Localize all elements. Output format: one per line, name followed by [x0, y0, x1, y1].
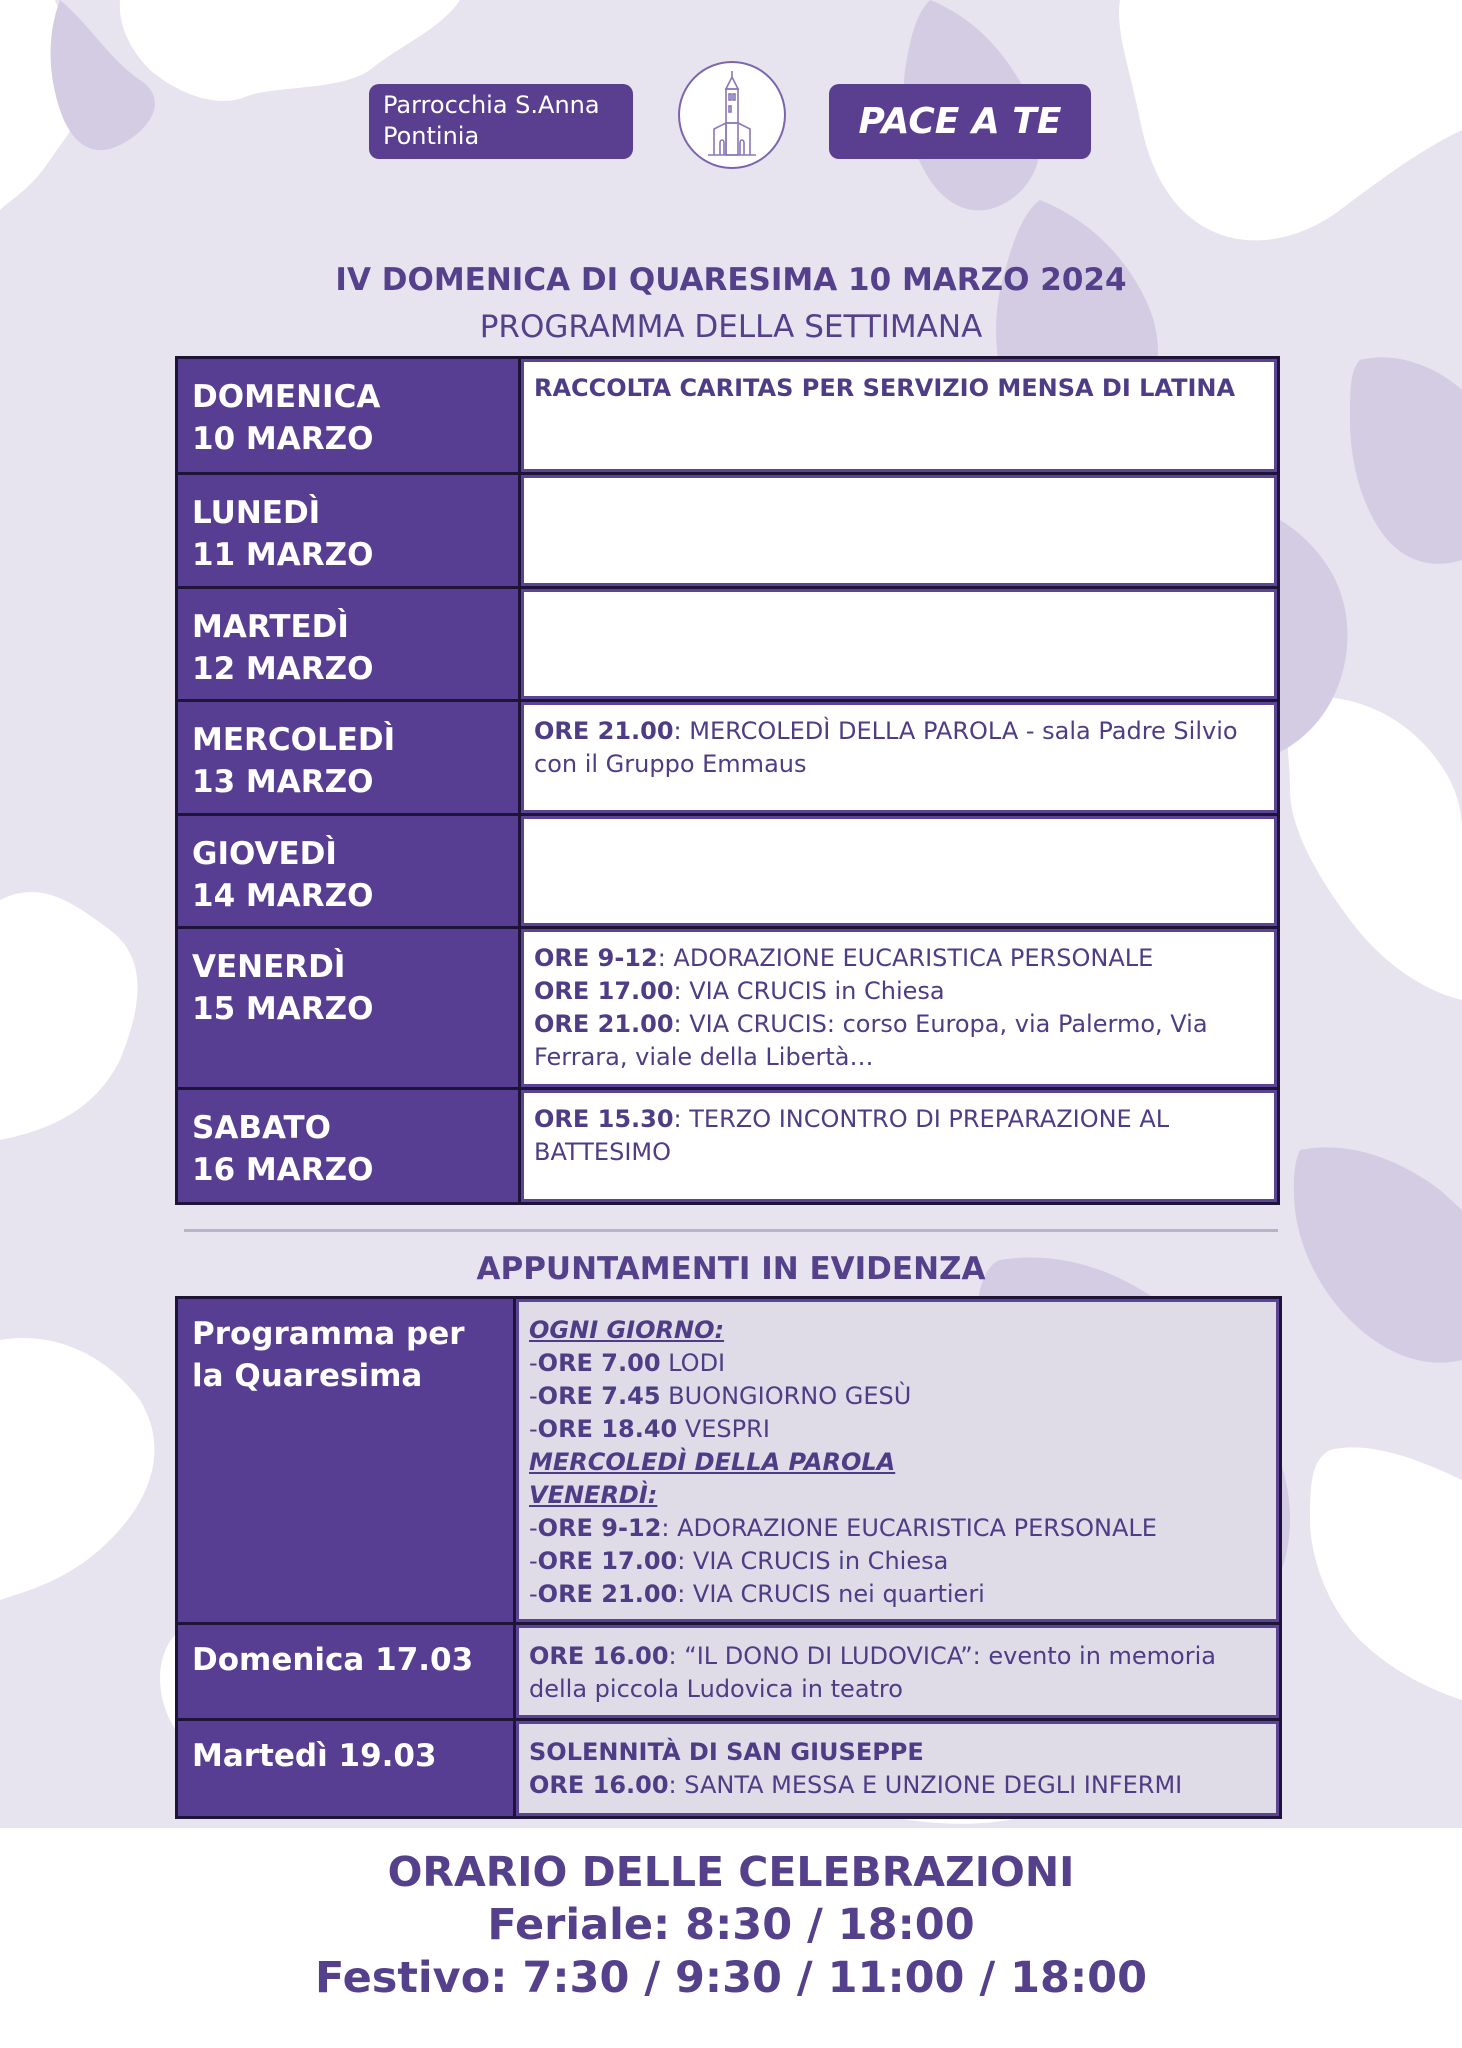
highlight-label: Martedì 19.03 — [178, 1721, 516, 1816]
page-title: IV DOMENICA DI QUARESIMA 10 MARZO 2024 — [335, 262, 1127, 298]
day-name: LUNEDÌ — [192, 495, 321, 531]
day-cell — [178, 589, 521, 699]
event-time: ORE 16.00 — [529, 1771, 669, 1799]
event-line: -ORE 9-12: ADORAZIONE EUCARISTICA PERSONALE — [529, 1514, 1157, 1542]
day-date: 13 MARZO — [192, 764, 374, 800]
parish-name-line1: Parrocchia S.Anna — [383, 91, 600, 119]
celebrations-heading: ORARIO DELLE CELEBRAZIONI — [387, 1848, 1075, 1896]
table-row — [178, 1721, 1279, 1816]
event-line: -ORE 17.00: VIA CRUCIS in Chiesa — [529, 1547, 949, 1575]
event-text: : ADORAZIONE EUCARISTICA PERSONALE — [657, 944, 1154, 972]
event-time: ORE 21.00 — [537, 1580, 678, 1608]
event-text: : MERCOLEDÌ DELLA PAROLA - sala Padre Silvio con il Gruppo Emmaus — [534, 717, 1238, 778]
day-date: 12 MARZO — [192, 651, 374, 687]
event-time: ORE 9-12 — [537, 1514, 662, 1542]
highlight-label: Domenica 17.03 — [178, 1625, 516, 1718]
event-time: ORE 7.00 — [537, 1349, 661, 1377]
event-text: : VIA CRUCIS in Chiesa — [673, 977, 945, 1005]
day-cell — [178, 1090, 521, 1202]
table-row — [178, 589, 1277, 702]
highlight-content — [516, 1625, 1279, 1718]
highlight-label: Programma per la Quaresima — [178, 1299, 516, 1622]
event-text: : VIA CRUCIS nei quartieri — [677, 1580, 985, 1608]
highlights-heading: APPUNTAMENTI IN EVIDENZA — [476, 1251, 986, 1287]
highlights-table — [175, 1296, 1282, 1819]
event-time: ORE 21.00 — [534, 1010, 674, 1038]
event-cell — [521, 702, 1277, 813]
event-text: BUONGIORNO GESÙ — [660, 1382, 912, 1410]
day-cell — [178, 929, 521, 1087]
day-name: SABATO — [192, 1110, 332, 1146]
day-name: MARTEDÌ — [192, 609, 349, 645]
day-date: 14 MARZO — [192, 878, 374, 914]
event-text: VESPRI — [677, 1415, 770, 1443]
event-line: -ORE 7.00 LODI — [529, 1349, 726, 1377]
event-text: LODI — [660, 1349, 726, 1377]
church-bell-tower-icon — [678, 61, 786, 169]
event-time: ORE 21.00 — [534, 717, 674, 745]
table-row — [178, 1299, 1279, 1625]
table-row — [178, 475, 1277, 589]
event-cell — [521, 359, 1277, 472]
day-cell — [178, 816, 521, 926]
table-row — [178, 1090, 1277, 1202]
table-row — [178, 1625, 1279, 1721]
table-row — [178, 929, 1277, 1090]
day-date: 10 MARZO — [192, 421, 374, 457]
event-text: : “IL DONO DI LUDOVICA”: evento in memoria della piccola Ludovica in teatro — [529, 1642, 1216, 1703]
day-name: DOMENICA — [192, 379, 381, 415]
event-time: ORE 15.30 — [534, 1105, 674, 1133]
event-time: ORE 16.00 — [529, 1642, 669, 1670]
event-cell — [521, 816, 1277, 926]
event-text: : SANTA MESSA E UNZIONE DEGLI INFERMI — [668, 1771, 1183, 1799]
table-row — [178, 816, 1277, 929]
event-line: -ORE 18.40 VESPRI — [529, 1415, 770, 1443]
table-row — [178, 702, 1277, 816]
event-line — [534, 975, 1262, 1008]
page-subtitle: PROGRAMMA DELLA SETTIMANA — [479, 309, 983, 345]
event-line — [534, 1103, 1262, 1169]
day-date: 11 MARZO — [192, 537, 374, 573]
section-divider — [184, 1229, 1278, 1232]
day-name: MERCOLEDÌ — [192, 722, 396, 758]
event-time: ORE 9-12 — [534, 944, 658, 972]
event-line: -ORE 21.00: VIA CRUCIS nei quartieri — [529, 1580, 985, 1608]
table-row — [178, 359, 1277, 475]
event-text: : VIA CRUCIS: corso Europa, via Palermo, Via Ferrara, viale della Libertà… — [534, 1010, 1208, 1071]
event-line — [534, 1008, 1262, 1074]
highlight-content — [516, 1721, 1279, 1816]
parish-name-line2: Pontinia — [383, 122, 480, 150]
parish-name-badge — [369, 84, 633, 159]
pace-a-te-badge: PACE A TE — [829, 84, 1091, 159]
event-time: ORE 7.45 — [537, 1382, 661, 1410]
event-cell — [521, 1090, 1277, 1202]
event-line: -ORE 7.45 BUONGIORNO GESÙ — [529, 1382, 912, 1410]
event-cell — [521, 475, 1277, 586]
event-text: : ADORAZIONE EUCARISTICA PERSONALE — [661, 1514, 1157, 1542]
event-time: ORE 18.40 — [537, 1415, 678, 1443]
event-time: ORE 17.00 — [537, 1547, 678, 1575]
day-name: GIOVEDÌ — [192, 836, 337, 872]
mercoledi-heading: MERCOLEDÌ DELLA PAROLA — [529, 1448, 896, 1476]
weekly-program-table — [175, 356, 1280, 1205]
event-line — [529, 1640, 1264, 1706]
day-date: 16 MARZO — [192, 1152, 374, 1188]
event-text: : VIA CRUCIS in Chiesa — [677, 1547, 949, 1575]
event-line — [534, 942, 1262, 975]
event-title: SOLENNITÀ DI SAN GIUSEPPE — [529, 1738, 924, 1766]
event-line — [529, 1769, 1264, 1802]
day-cell — [178, 702, 521, 813]
day-cell — [178, 359, 521, 472]
holiday-schedule: Festivo: 7:30 / 9:30 / 11:00 / 18:00 — [314, 1953, 1147, 2003]
day-cell — [178, 475, 521, 586]
event-time: ORE 17.00 — [534, 977, 674, 1005]
event-cell — [521, 589, 1277, 699]
event-cell — [521, 929, 1277, 1087]
ogni-giorno-heading: OGNI GIORNO: — [529, 1316, 725, 1344]
event-text: : TERZO INCONTRO DI PREPARAZIONE AL BATTESIMO — [534, 1105, 1170, 1166]
event-line — [534, 715, 1262, 781]
highlight-content — [516, 1299, 1279, 1622]
weekday-schedule: Feriale: 8:30 / 18:00 — [487, 1900, 975, 1950]
event-text: RACCOLTA CARITAS PER SERVIZIO MENSA DI LATINA — [534, 374, 1236, 402]
day-date: 15 MARZO — [192, 991, 374, 1027]
day-name: VENERDÌ — [192, 949, 346, 985]
venerdi-heading: VENERDÌ: — [529, 1481, 658, 1509]
